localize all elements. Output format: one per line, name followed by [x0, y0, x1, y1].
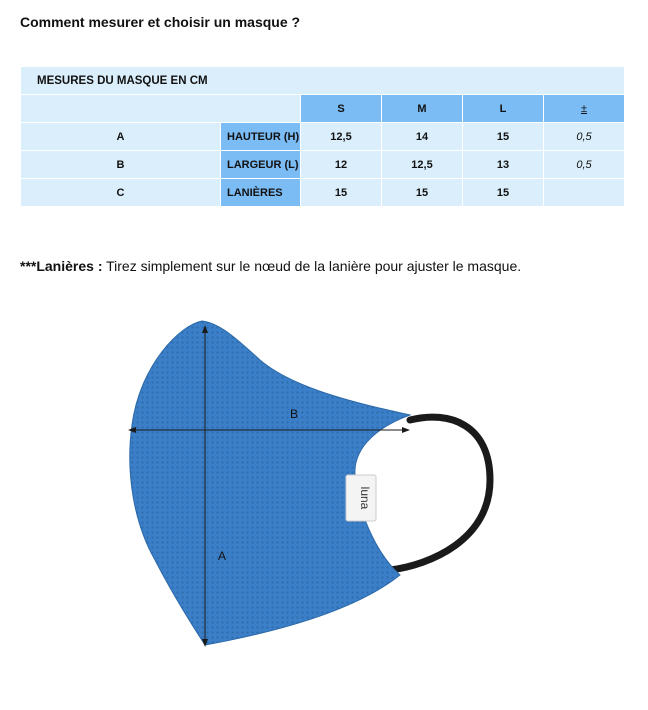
table-row	[21, 179, 625, 207]
table-caption-row	[21, 67, 625, 95]
cell-value: 12,5	[382, 151, 463, 179]
cell-value: 12	[301, 151, 382, 179]
cell-value: 14	[382, 123, 463, 151]
tolerance-symbol: ±	[580, 102, 588, 115]
note-prefix: ***Lanières :	[20, 258, 103, 274]
header-tolerance	[544, 95, 625, 123]
table-caption: MESURES DU MASQUE EN CM	[21, 67, 625, 95]
row-label: LANIÈRES	[221, 179, 301, 207]
brand-tag-label: luna	[358, 486, 372, 510]
table-header-row	[21, 95, 625, 123]
label-b: B	[290, 407, 299, 421]
page-title: Comment mesurer et choisir un masque ?	[20, 14, 301, 30]
header-size-m: M	[382, 95, 463, 123]
cell-value: 15	[463, 179, 544, 207]
note-text: Tirez simplement sur le nœud de la lanière pour ajuster le masque.	[102, 258, 522, 274]
row-label: LARGEUR (L)	[221, 151, 301, 179]
table-row	[21, 151, 625, 179]
row-key: B	[21, 151, 221, 179]
strap	[390, 417, 490, 570]
header-size-l: L	[463, 95, 544, 123]
cell-tolerance	[544, 179, 625, 207]
cell-value: 15	[382, 179, 463, 207]
cell-tolerance: 0,5	[544, 151, 625, 179]
cell-value: 12,5	[301, 123, 382, 151]
row-key: C	[21, 179, 221, 207]
header-spacer	[21, 95, 301, 123]
mask-figure	[110, 315, 510, 660]
row-label: HAUTEUR (H)	[221, 123, 301, 151]
cell-value: 13	[463, 151, 544, 179]
cell-value: 15	[463, 123, 544, 151]
table-row	[21, 123, 625, 151]
cell-tolerance: 0,5	[544, 123, 625, 151]
label-a: A	[218, 549, 227, 563]
arrow-head	[402, 427, 410, 433]
strap-note	[20, 258, 521, 274]
size-table	[20, 66, 625, 207]
header-size-s: S	[301, 95, 382, 123]
cell-value: 15	[301, 179, 382, 207]
row-key: A	[21, 123, 221, 151]
